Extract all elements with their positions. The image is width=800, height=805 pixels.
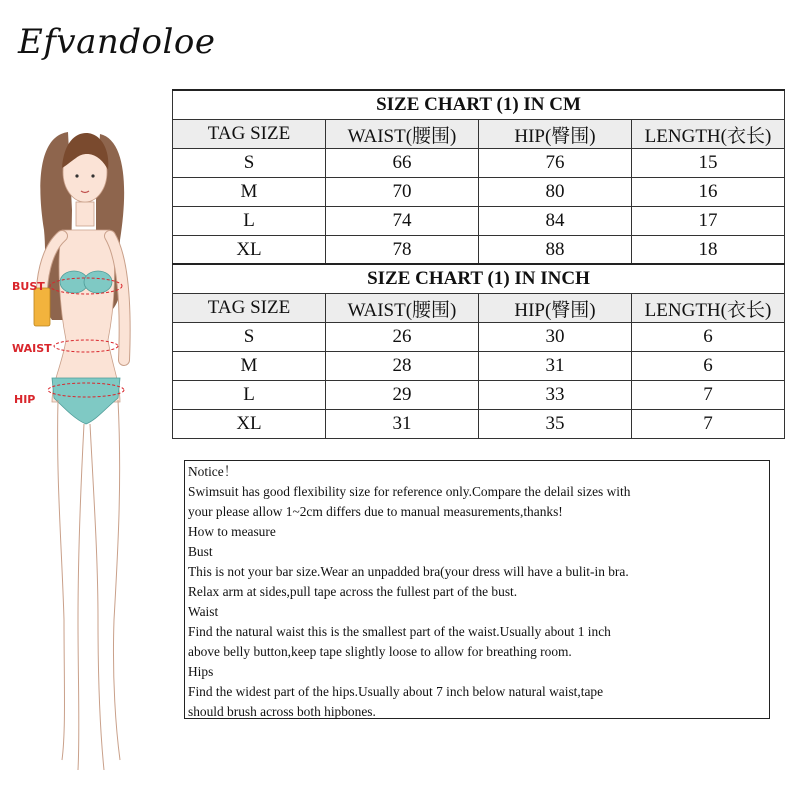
header-cell: HIP(臀围) bbox=[479, 120, 632, 149]
header-cell: TAG SIZE bbox=[173, 120, 326, 149]
header-row bbox=[173, 294, 785, 323]
table-cell: 7 bbox=[632, 410, 785, 439]
header-cell: WAIST(腰围) bbox=[326, 120, 479, 149]
notice-box bbox=[184, 460, 770, 719]
table-row bbox=[173, 352, 785, 381]
table-cell: L bbox=[173, 381, 326, 410]
table-cell: 17 bbox=[632, 207, 785, 236]
table-row bbox=[173, 323, 785, 352]
chart-title-row bbox=[173, 264, 785, 294]
measure-heading: How to measure bbox=[188, 524, 276, 539]
header-cell: TAG SIZE bbox=[173, 294, 326, 323]
header-cell: WAIST(腰围) bbox=[326, 294, 479, 323]
table-cell: M bbox=[173, 178, 326, 207]
table-cell: 28 bbox=[326, 352, 479, 381]
notice-line: above belly button,keep tape slightly loose to allow for breathing room. bbox=[188, 644, 572, 659]
table-cell: 74 bbox=[326, 207, 479, 236]
table-cell: 88 bbox=[479, 236, 632, 265]
notice-line: Find the widest part of the hips.Usually about 7 inch below natural waist,tape bbox=[188, 684, 604, 699]
table-row bbox=[173, 410, 785, 439]
table-cell: 33 bbox=[479, 381, 632, 410]
notice-line: Swimsuit has good flexibility size for reference only.Compare the delail sizes with bbox=[188, 484, 631, 499]
size-chart-cm bbox=[172, 89, 785, 265]
table-cell: 80 bbox=[479, 178, 632, 207]
table-cell: 7 bbox=[632, 381, 785, 410]
table-cell: 78 bbox=[326, 236, 479, 265]
table-cell: XL bbox=[173, 410, 326, 439]
header-cell: LENGTH(衣长) bbox=[632, 120, 785, 149]
chart-title: SIZE CHART (1) IN INCH bbox=[173, 264, 785, 294]
hips-heading: Hips bbox=[188, 664, 214, 679]
waist-label: WAIST bbox=[12, 342, 52, 355]
table-row bbox=[173, 236, 785, 265]
table-cell: XL bbox=[173, 236, 326, 265]
table-cell: 31 bbox=[479, 352, 632, 381]
notice-line: should brush across both hipbones. bbox=[188, 704, 376, 719]
table-cell: M bbox=[173, 352, 326, 381]
chart-title: SIZE CHART (1) IN CM bbox=[173, 90, 785, 120]
table-cell: 35 bbox=[479, 410, 632, 439]
notice-line: Find the natural waist this is the smallest part of the waist.Usually about 1 inch bbox=[188, 624, 611, 639]
header-cell: HIP(臀围) bbox=[479, 294, 632, 323]
table-cell: 76 bbox=[479, 149, 632, 178]
table-cell: 70 bbox=[326, 178, 479, 207]
table-row bbox=[173, 149, 785, 178]
hip-label: HIP bbox=[14, 393, 36, 406]
table-row bbox=[173, 381, 785, 410]
table-cell: 16 bbox=[632, 178, 785, 207]
table-cell: 6 bbox=[632, 323, 785, 352]
brand-logo: Efvandoloe bbox=[18, 22, 216, 62]
chart-title-row bbox=[173, 90, 785, 120]
model-illustration bbox=[0, 120, 170, 800]
table-cell: 18 bbox=[632, 236, 785, 265]
table-cell: 66 bbox=[326, 149, 479, 178]
table-cell: 29 bbox=[326, 381, 479, 410]
notice-heading: Notice！ bbox=[188, 464, 238, 479]
header-cell: LENGTH(衣长) bbox=[632, 294, 785, 323]
table-cell: 30 bbox=[479, 323, 632, 352]
size-chart-inch bbox=[172, 263, 785, 439]
model-drawing bbox=[0, 120, 170, 800]
table-cell: S bbox=[173, 149, 326, 178]
table-cell: 15 bbox=[632, 149, 785, 178]
table-cell: 31 bbox=[326, 410, 479, 439]
table-cell: L bbox=[173, 207, 326, 236]
bust-label: BUST bbox=[12, 280, 45, 293]
table-cell: 84 bbox=[479, 207, 632, 236]
waist-heading: Waist bbox=[188, 604, 219, 619]
notice-line: This is not your bar size.Wear an unpadded bra(your dress will have a bulit-in bra. bbox=[188, 564, 629, 579]
table-cell: 26 bbox=[326, 323, 479, 352]
table-cell: S bbox=[173, 323, 326, 352]
bust-heading: Bust bbox=[188, 544, 213, 559]
table-row bbox=[173, 207, 785, 236]
notice-line: your please allow 1~2cm differs due to manual measurements,thanks! bbox=[188, 504, 563, 519]
notice-line: Relax arm at sides,pull tape across the fullest part of the bust. bbox=[188, 584, 518, 599]
header-row bbox=[173, 120, 785, 149]
table-row bbox=[173, 178, 785, 207]
table-cell: 6 bbox=[632, 352, 785, 381]
